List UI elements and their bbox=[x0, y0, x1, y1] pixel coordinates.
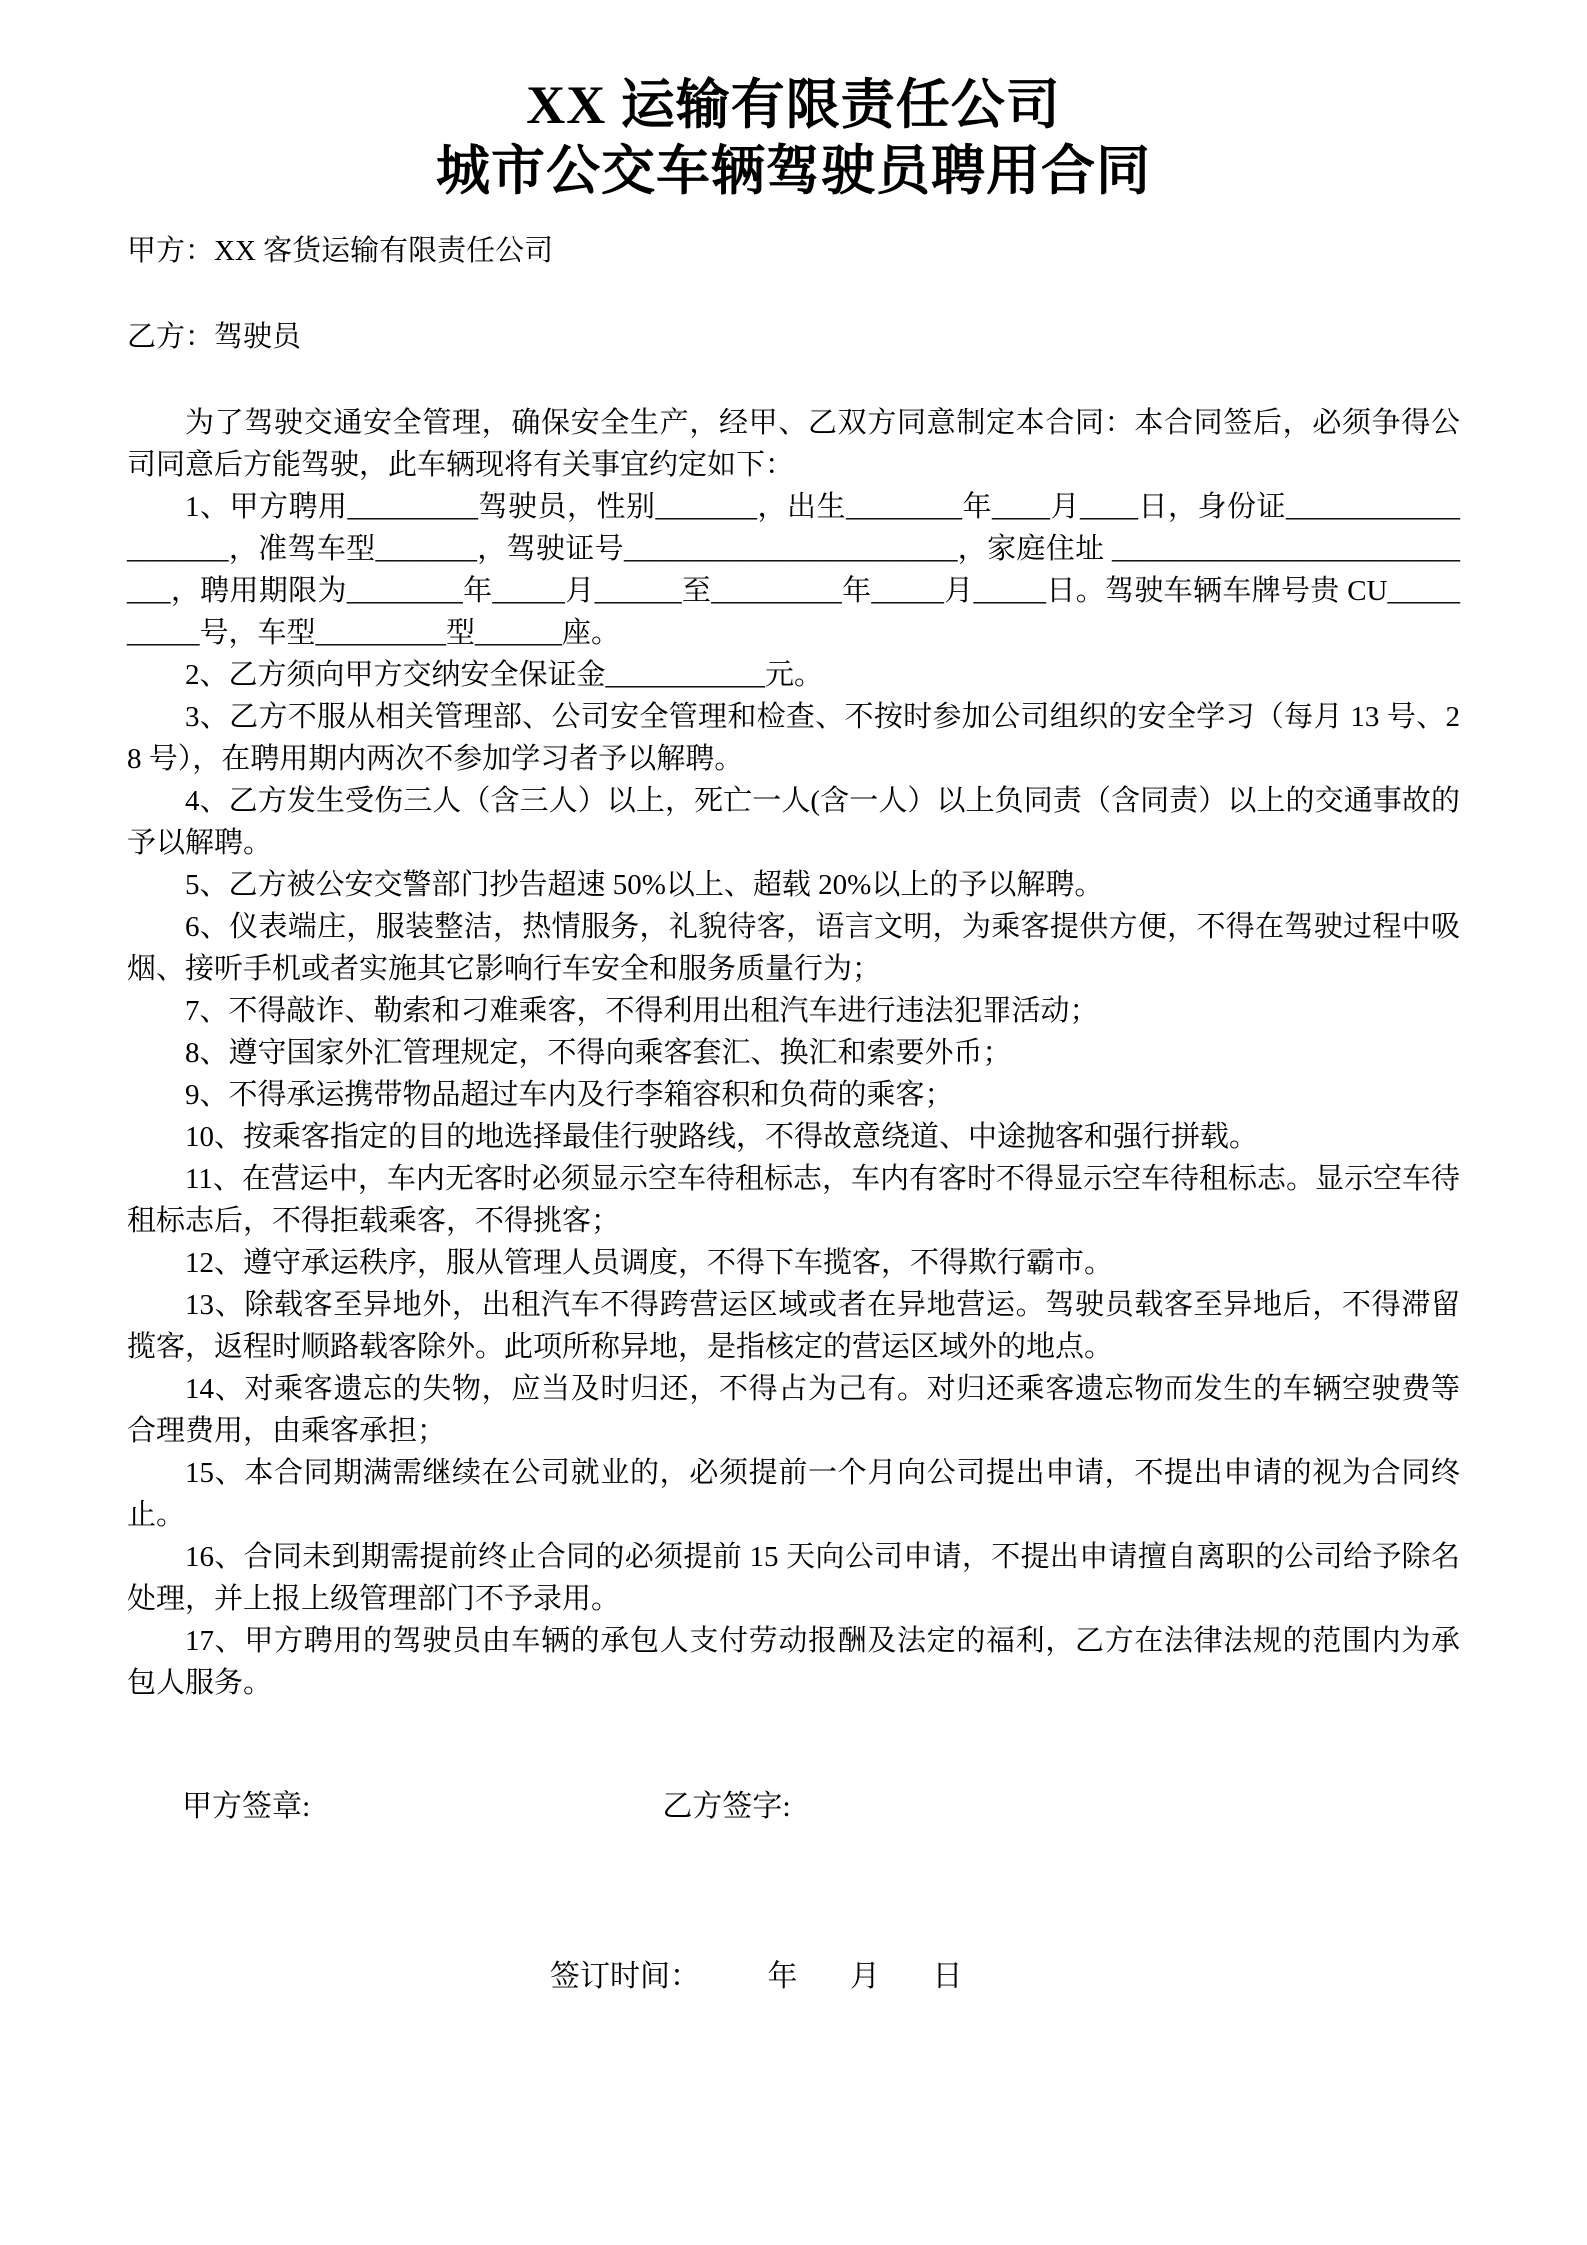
contract-subtitle: 城市公交车辆驾驶员聘用合同 bbox=[436, 141, 1151, 201]
clause-15: 15、本合同期满需继续在公司就业的，必须提前一个月向公司提出申请，不提出申请的视为合同终止。 bbox=[127, 1457, 1460, 1531]
clause-4: 4、乙方发生受伤三人（含三人）以上，死亡一人(含一人）以上负同责（含同责）以上的交通事故的予以解聘。 bbox=[127, 785, 1460, 859]
clause-11: 11、在营运中，车内无客时必须显示空车待租标志，车内有客时不得显示空车待租标志。显示空车待租标志后，不得拒载乘客，不得挑客； bbox=[127, 1163, 1460, 1237]
signature-row bbox=[127, 1786, 1460, 1828]
party-b-line: 乙方：驾驶员 bbox=[127, 321, 302, 353]
clause-17: 17、甲方聘用的驾驶员由车辆的承包人支付劳动报酬及法定的福利，乙方在法律法规的范围内为承包人服务。 bbox=[127, 1625, 1460, 1699]
clause-7: 7、不得敲诈、勒索和刁难乘客，不得利用出租汽车进行违法犯罪活动； bbox=[185, 995, 1099, 1027]
clause-6: 6、仪表端庄，服装整洁，热情服务，礼貌待客，语言文明，为乘客提供方便，不得在驾驶过程中吸烟、接听手机或者实施其它影响行车安全和服务质量行为； bbox=[127, 911, 1460, 985]
sign-date-line: 签订时间： 年 月 日 bbox=[550, 1960, 963, 1993]
party-a-line: 甲方：XX 客货运输有限责任公司 bbox=[127, 235, 554, 267]
clause-1: 1、甲方聘用_________驾驶员，性别_______，出生________年____月____日，身份证___________________，准驾车型_______，驾驶证号_______________________，家庭住址 ___________________________，聘用期限为________年_____月______至_________年_____月_____日。驾驶车辆车牌号贵 CU__________号，车型_________型______座。 bbox=[127, 491, 1460, 649]
clause-2: 2、乙方须向甲方交纳安全保证金___________元。 bbox=[185, 659, 824, 691]
clause-13: 13、除载客至异地外，出租汽车不得跨营运区域或者在异地营运。驾驶员载客至异地后，不得滞留揽客，返程时顺路载客除外。此项所称异地，是指核定的营运区域外的地点。 bbox=[127, 1289, 1460, 1363]
clause-8: 8、遵守国家外汇管理规定，不得向乘客套汇、换汇和索要外币； bbox=[185, 1037, 1012, 1069]
party-b-signature-label: 乙方签字: bbox=[662, 1790, 791, 1823]
clause-9: 9、不得承运携带物品超过车内及行李箱容积和负荷的乘客； bbox=[185, 1079, 954, 1111]
clause-10: 10、按乘客指定的目的地选择最佳行驶路线，不得故意绕道、中途抛客和强行拼载。 bbox=[185, 1121, 1259, 1153]
clause-5: 5、乙方被公安交警部门抄告超速 50%以上、超载 20%以上的予以解聘。 bbox=[185, 869, 1104, 901]
clause-16: 16、合同未到期需提前终止合同的必须提前 15 天向公司申请，不提出申请擅自离职的公司给予除名处理，并上报上级管理部门不予录用。 bbox=[127, 1541, 1460, 1615]
clause-12: 12、遵守承运秩序，服从管理人员调度，不得下车揽客，不得欺行霸市。 bbox=[185, 1247, 1114, 1279]
party-a-signature-label: 甲方签章: bbox=[182, 1790, 311, 1823]
intro-paragraph: 为了驾驶交通安全管理，确保安全生产，经甲、乙双方同意制定本合同：本合同签后，必须争得公司同意后方能驾驶，此车辆现将有关事宜约定如下： bbox=[127, 407, 1460, 481]
clause-3: 3、乙方不服从相关管理部、公司安全管理和检查、不按时参加公司组织的安全学习（每月 13 号、28 号），在聘用期内两次不参加学习者予以解聘。 bbox=[127, 701, 1460, 775]
clause-14: 14、对乘客遗忘的失物，应当及时归还，不得占为己有。对归还乘客遗忘物而发生的车辆空驶费等合理费用，由乘客承担； bbox=[127, 1373, 1460, 1447]
contract-title: XX 运输有限责任公司 bbox=[526, 75, 1061, 135]
